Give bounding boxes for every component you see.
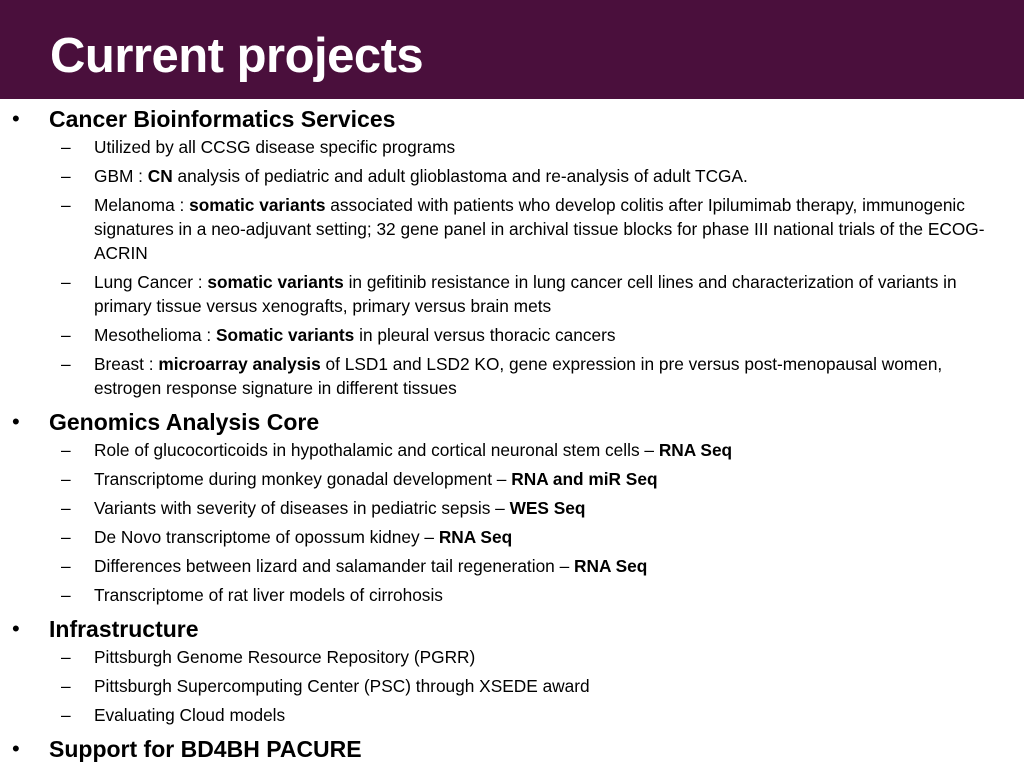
item-text: Transcriptome of rat liver models of cirrohosis [94,585,443,605]
section-title: Cancer Bioinformatics Services [49,106,396,132]
list-item [0,193,1024,265]
sub-list [0,645,1024,727]
dash-bullet: – [61,556,71,576]
slide-title: Current projects [50,29,424,83]
list-item [0,525,1024,549]
dash-bullet: – [61,647,71,667]
list-item [0,164,1024,188]
dash-bullet: – [61,137,71,157]
slide-content [0,102,1024,765]
item-text: Variants with severity of diseases in pediatric sepsis – [94,498,510,518]
section-genomics-analysis-core [0,405,1024,607]
section-bd4bh-pacure [0,732,1024,765]
emphasis-text: somatic variants [189,195,326,215]
section-title: Infrastructure [49,616,199,642]
section-title: Genomics Analysis Core [49,409,320,435]
list-item [0,135,1024,159]
bullet-icon: • [12,736,20,761]
bullet-icon: • [12,616,20,641]
list-item [0,496,1024,520]
item-text: GBM : [94,166,148,186]
emphasis-text: WES Seq [509,498,586,518]
dash-bullet: – [61,527,71,547]
dash-bullet: – [61,469,71,489]
section-header [0,732,1024,765]
list-item [0,554,1024,578]
item-text: Utilized by all CCSG disease specific programs [94,137,456,157]
dash-bullet: – [61,272,71,292]
item-text: Melanoma : [94,195,190,215]
emphasis-text: somatic variants [207,272,344,292]
emphasis-text: RNA Seq [658,440,733,460]
dash-bullet: – [61,354,71,374]
section-infrastructure [0,612,1024,727]
list-item [0,270,1024,318]
list-item [0,467,1024,491]
sub-list [0,438,1024,607]
item-text: De Novo transcriptome of opossum kidney – [94,527,439,547]
dash-bullet: – [61,585,71,605]
item-text: Transcriptome during monkey gonadal development – [94,469,512,489]
dash-bullet: – [61,195,71,215]
item-text: in gefitinib resistance in lung cancer cell lines and characterization of variants in primary tissue versus xenografts, primary versus brain mets [94,272,957,316]
list-item [0,703,1024,727]
dash-bullet: – [61,676,71,696]
section-cancer-bioinformatics [0,102,1024,400]
bullet-icon: • [12,106,20,131]
dash-bullet: – [61,705,71,725]
item-text: Differences between lizard and salamander tail regeneration – [94,556,575,576]
emphasis-text: microarray analysis [158,354,321,374]
list-item [0,645,1024,669]
list-item [0,674,1024,698]
item-text: Role of glucocorticoids in hypothalamic and cortical neuronal stem cells – [94,440,659,460]
dash-bullet: – [61,498,71,518]
dash-bullet: – [61,440,71,460]
item-text: of LSD1 and LSD2 KO, gene expression in pre versus post-menopausal women, estrogen response signature in different tissues [94,354,943,398]
bullet-icon: • [12,409,20,434]
item-text: Breast : [94,354,159,374]
emphasis-text: RNA and miR Seq [511,469,658,489]
emphasis-text: CN [147,166,173,186]
list-item [0,438,1024,462]
emphasis-text: Somatic variants [215,325,355,345]
dash-bullet: – [61,325,71,345]
emphasis-text: RNA Seq [574,556,648,576]
item-text: Lung Cancer : [94,272,208,292]
section-title: Support for BD4BH PACURE [49,736,362,762]
item-text: Pittsburgh Genome Resource Repository (PGRR) [94,647,476,667]
section-header [0,405,1024,438]
section-header [0,612,1024,645]
list-item [0,583,1024,607]
item-text: in pleural versus thoracic cancers [354,325,616,345]
list-item [0,352,1024,400]
item-text: Pittsburgh Supercomputing Center (PSC) through XSEDE award [94,676,590,696]
sub-list [0,135,1024,400]
dash-bullet: – [61,166,71,186]
item-text: analysis of pediatric and adult glioblastoma and re-analysis of adult TCGA. [172,166,748,186]
emphasis-text: RNA Seq [438,527,513,547]
list-item [0,323,1024,347]
item-text: Mesothelioma : [94,325,216,345]
item-text: associated with patients who develop colitis after Ipilumimab therapy, immunogenic signatures in a neo-adjuvant setting; 32 gene panel in archival tissue blocks for phase III national trials of the ECOG-ACRIN [94,195,985,263]
section-header [0,102,1024,135]
title-bar [0,0,1024,99]
item-text: Evaluating Cloud models [94,705,286,725]
